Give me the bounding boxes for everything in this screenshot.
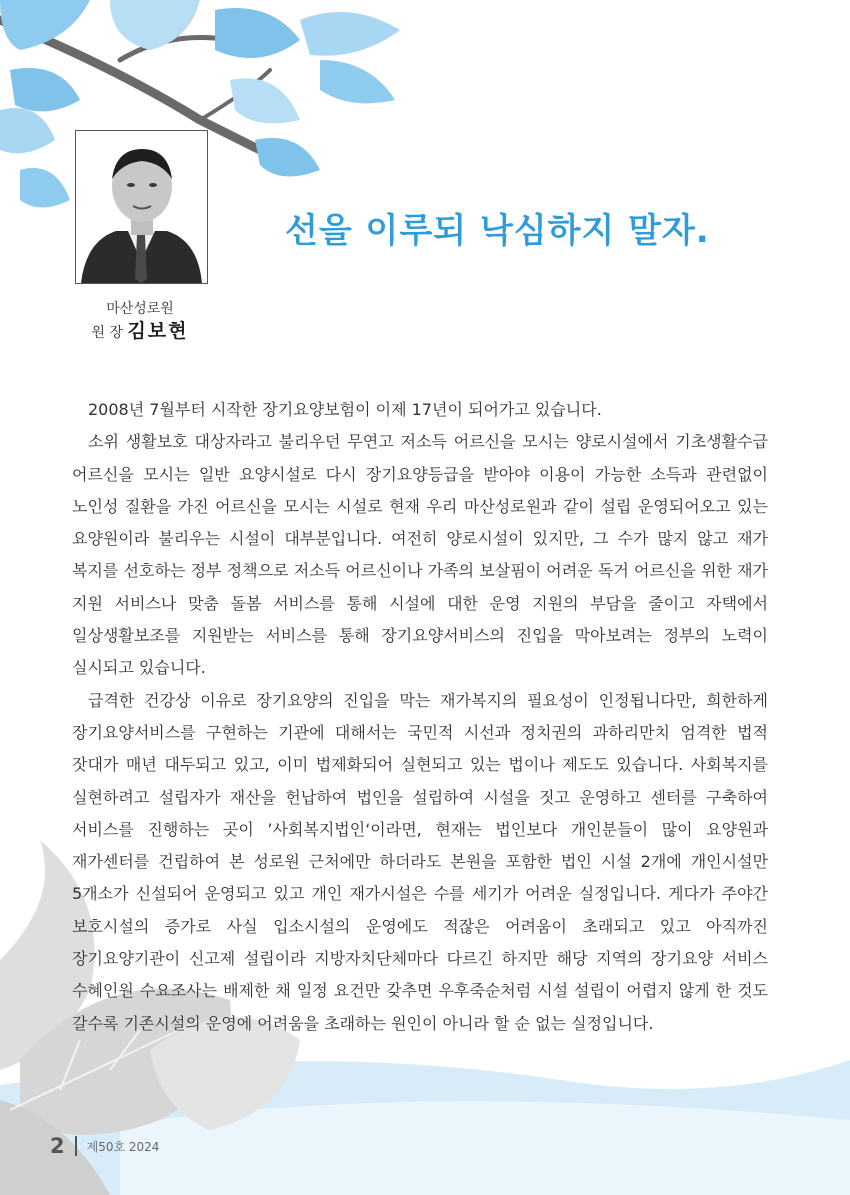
blue-leaf [110,0,200,50]
author-organization: 마산성로원 [106,301,174,317]
portrait-photo [75,130,208,284]
blue-leaf [300,12,400,56]
paragraph: 급격한 건강상 이유로 장기요양의 진입을 막는 재가복지의 필요성이 인정됩니다만, 희한하게 장기요양서비스를 구현하는 기관에 대해서는 국민적 시선과 정치권의 과하리만치 엄격한 법적 잣대가 매년 대두되고 있고, 이미 법제화되어 실현되고 있는 법이나 제도도 있습니다. 사회복지를 실현하려고 설립자가 재산을 헌납하여 법인을 설립하여 시설을 짓고 운영하고 센터를 구축하여 서비스를 진행하는 곳이 ’사회복지법인‘이라면, 현재는 법인보다 개인분들이 많이 요양원과 재가센터를 건립하여 본 성로원 근처에만 하더라도 본원을 포함한 법인 시설 2개에 개인시설만 5개소가 신설되어 운영되고 있고 개인 재가시설은 수를 세기가 어려운 실정입니다. 게다가 주야간 보호시설의 증가로 사실 입소시설의 운영에도 적잖은 어려움이 초래되고 있고 아직까진 장기요양기관이 신고제 설립이라 지방자치단체마다 다르긴 하지만 해당 지역의 장기요양 서비스 수혜인원 수요조사는 배제한 채 일정 요건만 갖추면 우후죽순처럼 시설 설립이 어렵지 않게 한 것도 갈수록 기존시설의 운영에 어려움을 초래하는 원인이 아니라 할 순 없는 실정입니다. [72,690,768,1033]
page-number: 2 [50,1134,65,1158]
author-caption [60,298,220,344]
blue-leaf [255,138,320,176]
blue-leaf [320,60,395,103]
paragraph: 소위 생활보호 대상자라고 불리우던 무연고 저소득 어르신을 모시는 양로시설에서 기초생활수급 어르신을 모시는 일반 요양시설로 다시 장기요양등급을 받아야 이용이 가능한 소득과 관련없이 노인성 질환을 가진 어르신을 모시는 시설로 현재 우리 마산성로원과 같이 설립 운영되어오고 있는 요양원이라 불리우는 시설이 대부분입니다. 여전히 양로시설이 있지만, 그 수가 많지 않고 재가 복지를 선호하는 정부 정책으로 저소득 어르신이나 가족의 보살핌이 어려운 독거 어르신을 위한 재가 지원 서비스나 맞춤 돌봄 서비스를 통해 시설에 대한 운영 지원의 부담을 줄이고 자택에서 일상생활보조를 지원받는 서비스를 통해 장기요양서비스의 진입을 막아보려는 정부의 노력이 실시되고 있습니다. [72,432,768,678]
author-position: 원 장 [91,325,123,341]
blue-leaf [0,108,55,153]
portrait-illustration [76,131,207,283]
paragraph: 2008년 7월부터 시작한 장기요양보험이 이제 17년이 되어가고 있습니다. [88,400,602,419]
article-body [72,394,768,1040]
author-name: 김보현 [127,320,189,342]
blue-leaf [215,8,300,58]
blue-leaf [10,68,80,111]
blue-leaf [230,78,300,123]
issue-label: 제50호 2024 [86,1139,160,1154]
author-line [60,320,220,344]
article-title: 선을 이루되 낙심하지 말자. [285,211,710,251]
page-footer [50,1133,159,1159]
footer-divider [75,1136,77,1156]
blue-leaf [20,168,70,208]
